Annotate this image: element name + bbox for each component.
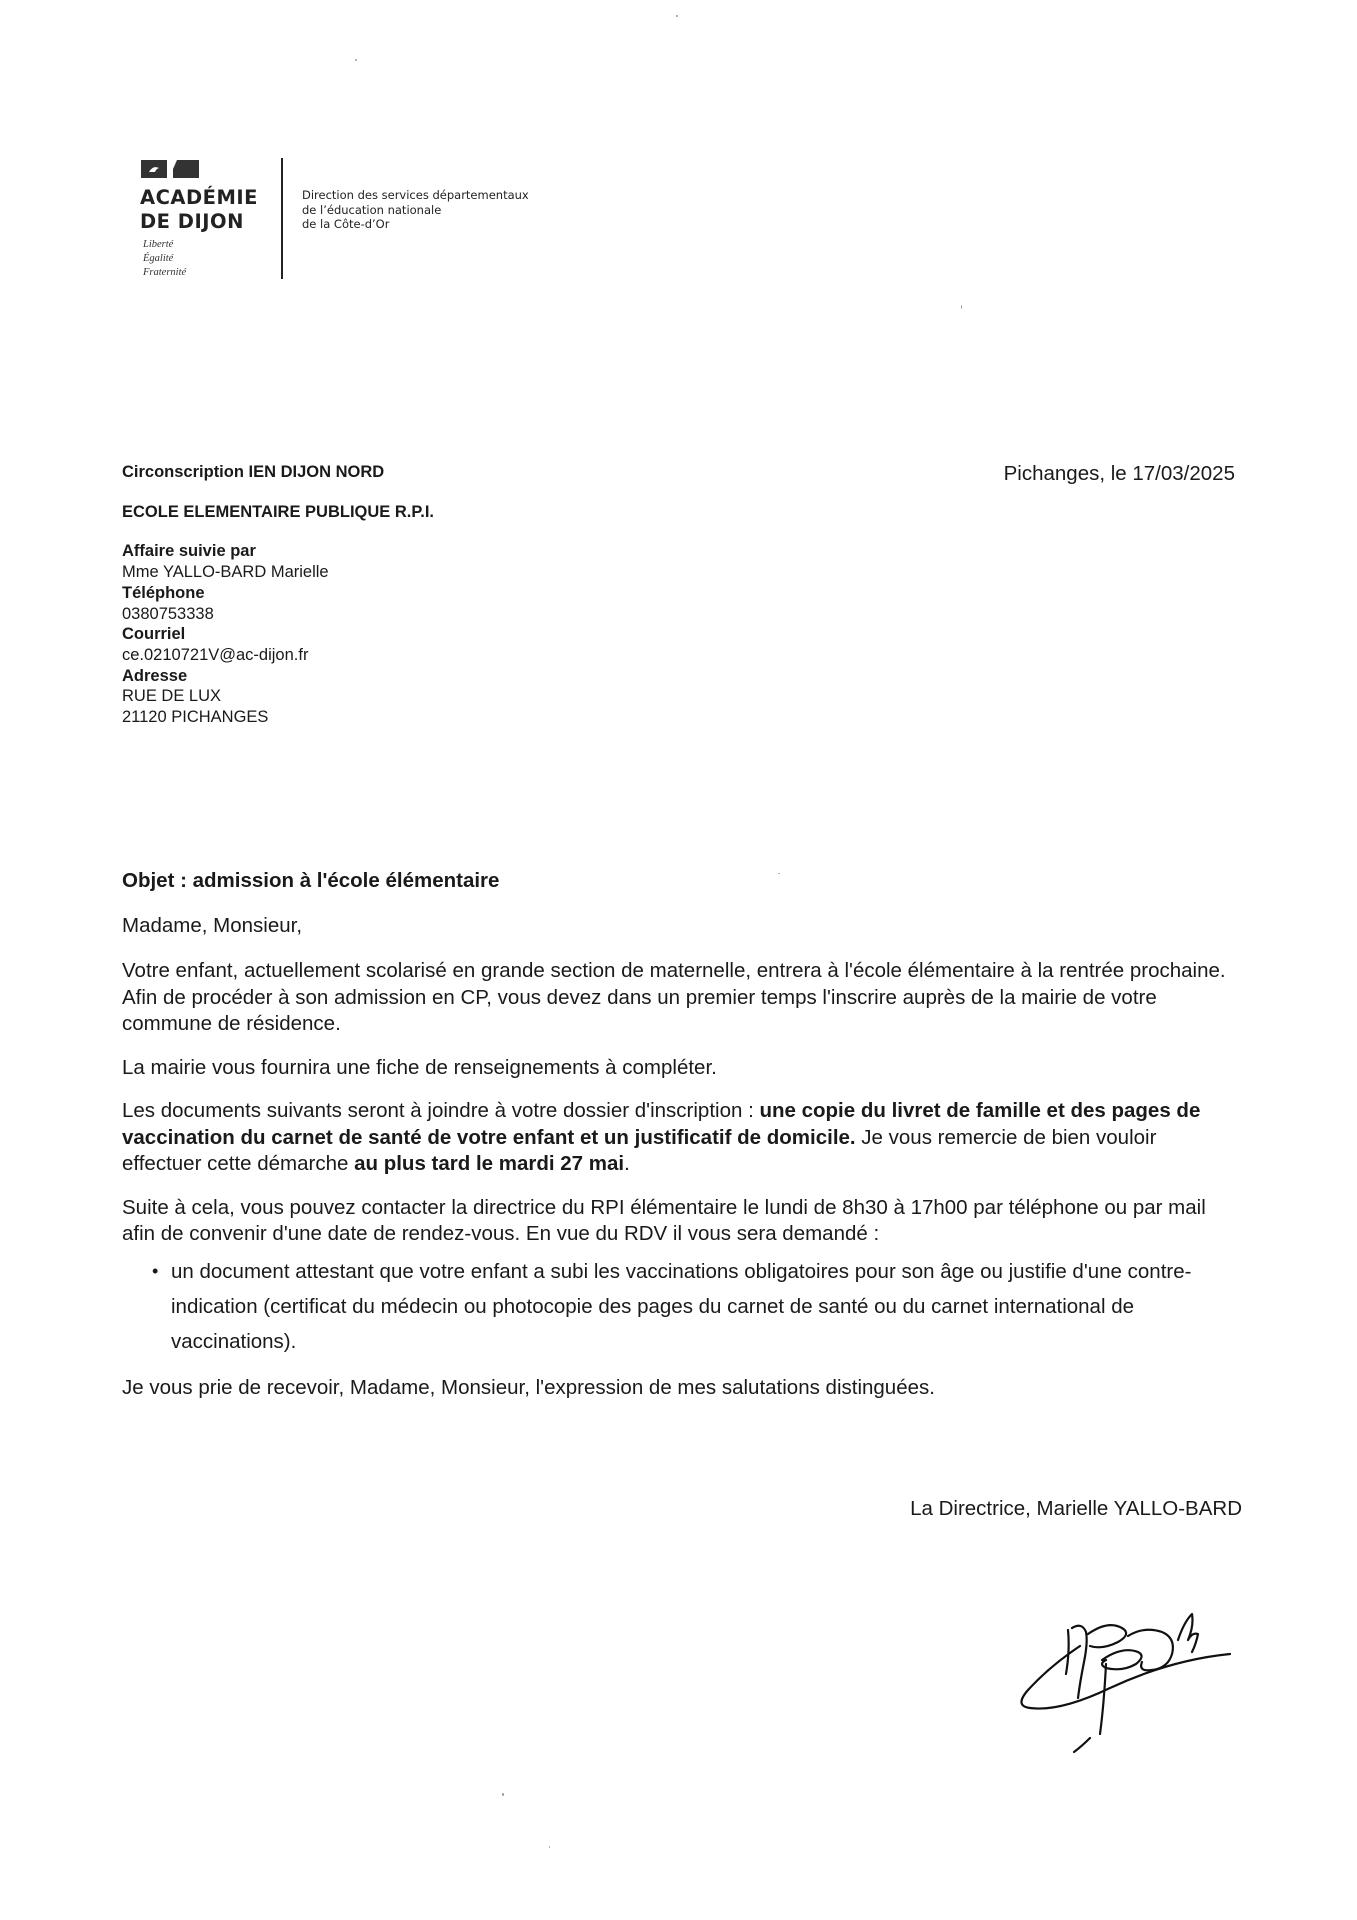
scan-speck [549,1846,550,1848]
paragraph-4: Suite à cela, vous pouvez contacter la directrice du RPI élémentaire le lundi de 8h30 à 17h00 par téléphone ou par mail afin de convenir d'une date de rendez-vous. En vue du RDV il vous sera demandé : [122,1195,1206,1245]
handwritten-signature [1010,1600,1240,1770]
email-label: Courriel [122,625,186,644]
school-name: ECOLE ELEMENTAIRE PUBLIQUE R.P.I. [122,502,435,521]
academy-name: ACADÉMIE DE DIJON [140,186,258,233]
sender-block [122,462,434,728]
closing-formula: Je vous prie de recevoir, Madame, Monsieur, l'expression de mes salutations distinguées. [122,1375,935,1399]
phone-label: Téléphone [122,583,205,602]
phone-value: 0380753338 [122,604,214,623]
republic-motto: Liberté Égalité Fraternité [143,239,187,278]
required-documents-list [122,1254,1237,1359]
letterhead-divider [281,158,283,279]
paragraph-1: Votre enfant, actuellement scolarisé en grande section de maternelle, entrera à l'école élémentaire à la rentrée prochaine. Afin de procéder à son admission en CP, vous devez dans un premier temps l'inscrire auprès de la mairie de votre commune de résidence. [122,959,1226,1035]
scan-speck [961,305,962,309]
circonscription: Circonscription IEN DIJON NORD [122,463,385,481]
address-line1: RUE DE LUX [122,687,222,706]
paragraph-3: Les documents suivants seront à joindre à votre dossier d'inscription : une copie du livret de famille et des pages de vaccination du carnet de santé de votre enfant et un justificatif de domicile. Je vous remercie de bien vouloir effectuer cette démarche au plus tard le mardi 27 mai. [122,1099,1201,1175]
scan-speck [676,15,678,17]
direction-services: Direction des services départementaux de l’éducation nationale de la Côte-d’Or [302,188,529,231]
letter-body [122,868,1237,1418]
scan-speck [355,59,357,61]
list-item: • un document attestant que votre enfant a subi les vaccinations obligatoires pour son âge ou justifie d'une contre-indication (certificat du médecin ou photocopie des pages du carnet de santé ou du carnet international de vaccinations). [171,1254,1237,1359]
followed-value: Mme YALLO-BARD Marielle [122,563,329,582]
paragraph-2: La mairie vous fournira une fiche de renseignements à compléter. [122,1055,717,1079]
address-label: Adresse [122,666,188,685]
address-line2: 21120 PICHANGES [122,708,269,727]
place-date: Pichanges, le 17/03/2025 [1003,462,1235,485]
letter-subject: Objet : admission à l'école élémentaire [122,869,500,892]
marianne-logo-icon [141,160,201,178]
scan-speck [778,873,780,874]
scan-speck [502,1793,504,1796]
followed-label: Affaire suivie par [122,542,256,561]
greeting: Madame, Monsieur, [122,913,303,937]
email-value: ce.0210721V@ac-dijon.fr [122,645,309,664]
signatory: La Directrice, Marielle YALLO-BARD [910,1497,1242,1520]
